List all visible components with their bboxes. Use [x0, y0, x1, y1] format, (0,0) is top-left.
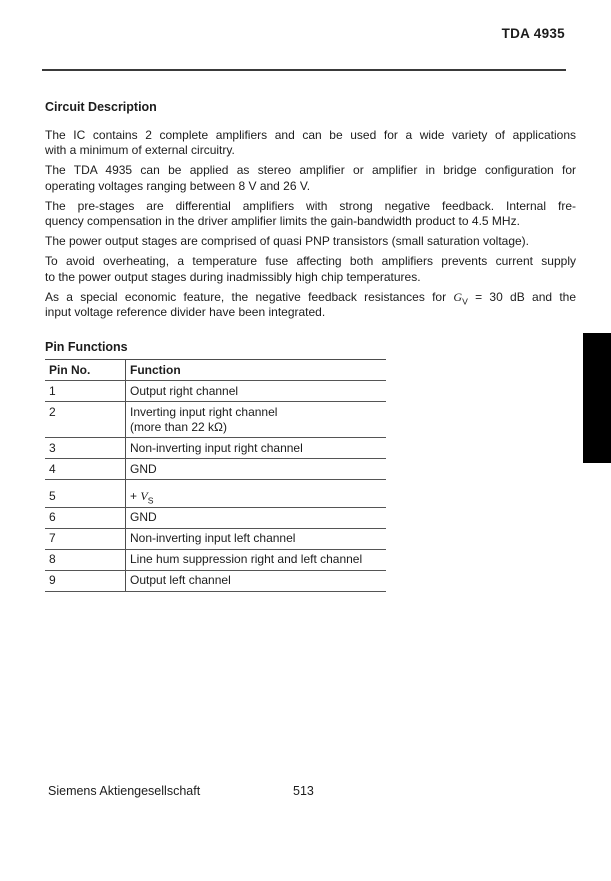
paragraph-line: input voltage reference divider have been integrated. — [45, 305, 326, 320]
section-index-tab — [583, 333, 611, 463]
paragraph-line: The pre-stages are differential amplifiers with strong negative feedback. Internal fre- — [45, 198, 576, 213]
paragraph-line: quency compensation in the driver amplifier limits the gain-bandwidth product to 4.5 MHz. — [45, 214, 520, 229]
pin-number-cell: 3 — [45, 438, 126, 459]
pin-number-cell: 5 — [45, 480, 126, 508]
pin-table-row — [45, 549, 386, 570]
pin-number-cell: 1 — [45, 381, 126, 402]
paragraph-line: to the power output stages during inadmissibly high chip temperatures. — [45, 269, 421, 284]
paragraph — [45, 163, 576, 193]
column-header-function: Function — [126, 360, 387, 381]
pin-table-row — [45, 402, 386, 438]
pin-function-cell: Line hum suppression right and left channel — [126, 549, 387, 570]
pin-function-cell: GND — [126, 507, 387, 528]
doc-title: TDA 4935 — [501, 26, 565, 41]
paragraph-line: The power output stages are comprised of quasi PNP transistors (small saturation voltage). — [45, 234, 530, 249]
paragraph-list — [45, 128, 576, 320]
pin-table-row — [45, 570, 386, 591]
pin-number-cell: 8 — [45, 549, 126, 570]
pin-function-cell: Non-inverting input right channel — [126, 438, 387, 459]
pin-function-cell: Non-inverting input left channel — [126, 528, 387, 549]
column-header-pin-no: Pin No. — [45, 360, 126, 381]
paragraph-line: with a minimum of external circuitry. — [45, 143, 235, 158]
pin-number-cell: 2 — [45, 402, 126, 438]
paragraph — [45, 234, 576, 249]
pin-number-cell: 6 — [45, 507, 126, 528]
pin-table-body — [45, 381, 386, 592]
pin-number-cell: 7 — [45, 528, 126, 549]
pin-table-row — [45, 438, 386, 459]
paragraph — [45, 199, 576, 229]
pin-table-row — [45, 528, 386, 549]
pin-function-cell: Inverting input right channel (more than 22 kΩ) — [126, 402, 387, 438]
pin-function-cell: Output right channel — [126, 381, 387, 402]
paragraph — [45, 254, 576, 284]
pin-number-cell: 4 — [45, 459, 126, 480]
paragraph — [45, 290, 576, 320]
pin-table-row — [45, 480, 386, 508]
pin-function-cell: + $V_S$ — [126, 480, 387, 508]
paragraph-line: operating voltages ranging between 8 V and 26 V. — [45, 178, 311, 193]
paragraph-line: The TDA 4935 can be applied as stereo amplifier or amplifier in bridge configuration for — [45, 163, 576, 178]
pin-table-header-row — [45, 360, 386, 381]
page-number: 513 — [293, 784, 314, 798]
pin-table-row — [45, 507, 386, 528]
page-footer — [48, 784, 568, 798]
section-heading-pin-functions: Pin Functions — [45, 340, 128, 354]
pin-functions-table — [45, 359, 386, 592]
pin-function-cell: GND — [126, 459, 387, 480]
pin-number-cell: 9 — [45, 570, 126, 591]
header-rule — [42, 69, 566, 71]
pin-table-row — [45, 381, 386, 402]
paragraph — [45, 128, 576, 158]
pin-table-row — [45, 459, 386, 480]
paragraph-line: To avoid overheating, a temperature fuse affecting both amplifiers prevents current supply — [45, 254, 576, 269]
circuit-description-section — [45, 100, 576, 325]
section-heading-circuit-description: Circuit Description — [45, 100, 157, 114]
publisher-name: Siemens Aktiengesellschaft — [48, 784, 201, 798]
paragraph-line: As a special economic feature, the negative feedback resistances for $G_V = 30$ dB and the — [45, 289, 577, 307]
pin-functions-section — [45, 340, 386, 592]
pin-function-cell: Output left channel — [126, 570, 387, 591]
paragraph-line: The IC contains 2 complete amplifiers and can be used for a wide variety of applications — [45, 128, 576, 142]
